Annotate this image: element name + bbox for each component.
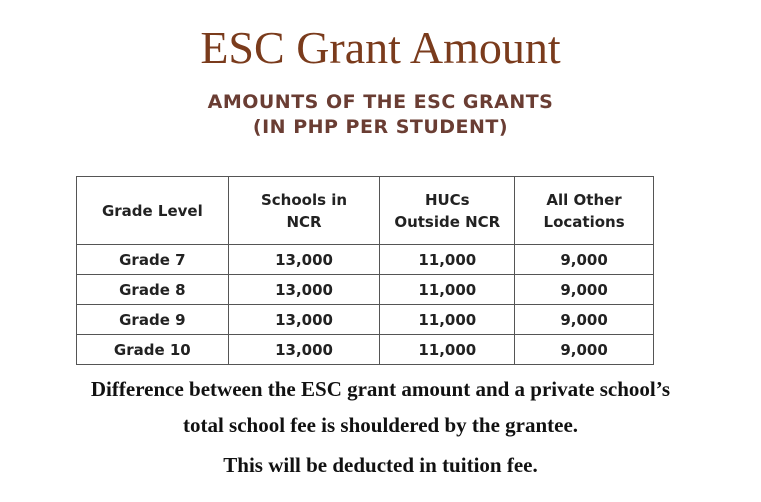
cell-grade: Grade 8	[77, 275, 229, 305]
header-all-other-locations-line-2: Locations	[543, 212, 625, 231]
table-row-grade-7	[77, 245, 654, 275]
cell-ncr: 13,000	[228, 305, 380, 335]
esc-grant-table	[76, 176, 654, 365]
header-hucs-outside-ncr-line-1: HUCs	[424, 190, 470, 209]
header-hucs-outside-ncr-line-2: Outside NCR	[394, 212, 501, 231]
cell-other: 9,000	[515, 305, 654, 335]
cell-huc: 11,000	[380, 305, 515, 335]
table-caption-line-1: AMOUNTS OF THE ESC GRANTS	[207, 91, 554, 113]
page-title: ESC Grant Amount	[200, 22, 561, 73]
cell-grade: Grade 7	[77, 245, 229, 275]
note-line-3: This will be deducted in tuition fee.	[223, 453, 538, 477]
cell-huc: 11,000	[380, 275, 515, 305]
header-all-other-locations	[515, 177, 654, 245]
cell-ncr: 13,000	[228, 275, 380, 305]
cell-grade: Grade 9	[77, 305, 229, 335]
cell-other: 9,000	[515, 245, 654, 275]
table-row-grade-9	[77, 305, 654, 335]
header-grade-level	[77, 177, 229, 245]
header-schools-in-ncr-line-1: Schools in	[260, 190, 348, 209]
cell-huc: 11,000	[380, 245, 515, 275]
header-all-other-locations-line-1: All Other	[546, 190, 622, 209]
header-grade-level-text: Grade Level	[101, 201, 203, 220]
table-row-grade-10	[77, 335, 654, 365]
header-hucs-outside-ncr	[380, 177, 515, 245]
table-caption-line-2: (IN PHP PER STUDENT)	[252, 116, 509, 138]
cell-huc: 11,000	[380, 335, 515, 365]
cell-grade: Grade 10	[77, 335, 229, 365]
note-line-2: total school fee is shouldered by the grantee.	[182, 413, 579, 437]
cell-other: 9,000	[515, 335, 654, 365]
table-row-grade-8	[77, 275, 654, 305]
cell-ncr: 13,000	[228, 245, 380, 275]
note-line-1: Difference between the ESC grant amount and a private school’s	[90, 377, 671, 401]
header-schools-in-ncr-line-2: NCR	[286, 212, 322, 231]
table-header-row	[77, 177, 654, 245]
cell-other: 9,000	[515, 275, 654, 305]
header-schools-in-ncr	[228, 177, 380, 245]
cell-ncr: 13,000	[228, 335, 380, 365]
